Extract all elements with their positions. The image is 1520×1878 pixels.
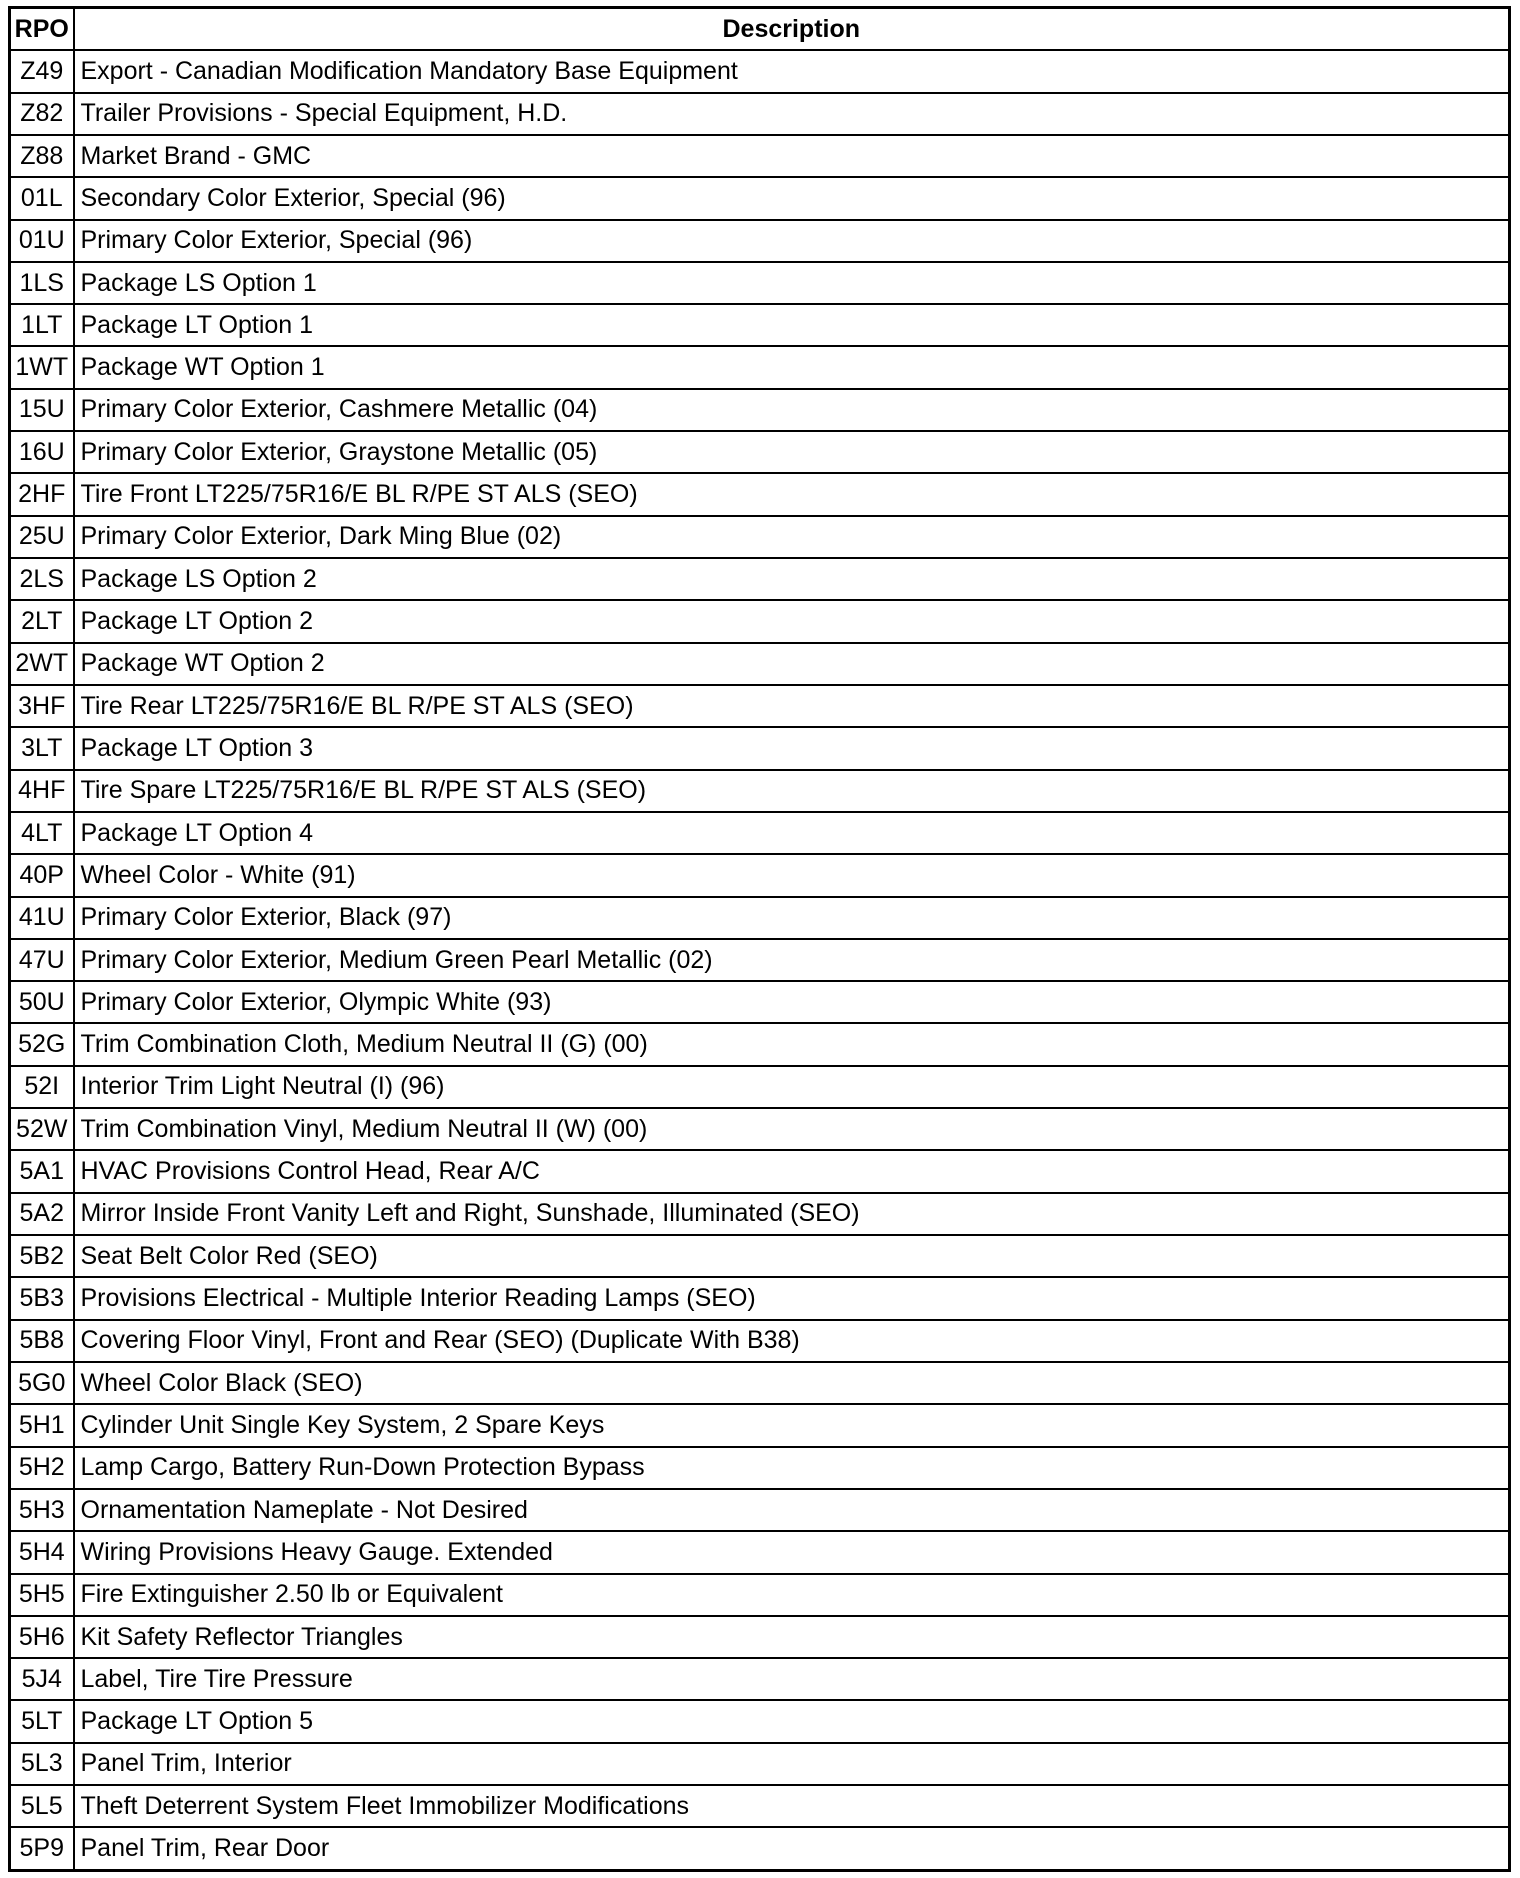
rpo-code: 52G xyxy=(10,1023,74,1065)
table-row xyxy=(10,135,1510,177)
table-row xyxy=(10,473,1510,515)
rpo-description: Primary Color Exterior, Olympic White (93) xyxy=(74,981,1510,1023)
rpo-code: 5H4 xyxy=(10,1531,74,1573)
rpo-code: 1LS xyxy=(10,262,74,304)
rpo-description: Interior Trim Light Neutral (I) (96) xyxy=(74,1066,1510,1108)
rpo-code: 01L xyxy=(10,177,74,219)
table-row xyxy=(10,516,1510,558)
table-row xyxy=(10,1023,1510,1065)
header-rpo: RPO xyxy=(10,8,74,51)
rpo-code: 16U xyxy=(10,431,74,473)
rpo-code: 5A1 xyxy=(10,1150,74,1192)
table-row xyxy=(10,727,1510,769)
rpo-code: 5H3 xyxy=(10,1489,74,1531)
table-row xyxy=(10,1489,1510,1531)
table-row xyxy=(10,1658,1510,1700)
table-row xyxy=(10,1362,1510,1404)
rpo-code: 5B2 xyxy=(10,1235,74,1277)
rpo-description: Package LT Option 2 xyxy=(74,600,1510,642)
rpo-description: Package LT Option 5 xyxy=(74,1700,1510,1742)
rpo-description: Provisions Electrical - Multiple Interior Reading Lamps (SEO) xyxy=(74,1277,1510,1319)
rpo-table xyxy=(8,6,1511,1872)
rpo-code: 47U xyxy=(10,939,74,981)
header-row xyxy=(10,8,1510,51)
rpo-code: 5H2 xyxy=(10,1447,74,1489)
table-header xyxy=(10,8,1510,51)
table-body xyxy=(10,50,1510,1870)
table-row xyxy=(10,389,1510,431)
table-row xyxy=(10,1447,1510,1489)
rpo-description: Lamp Cargo, Battery Run-Down Protection Bypass xyxy=(74,1447,1510,1489)
rpo-code: 5J4 xyxy=(10,1658,74,1700)
rpo-description: Covering Floor Vinyl, Front and Rear (SEO) (Duplicate With B38) xyxy=(74,1320,1510,1362)
rpo-code: Z82 xyxy=(10,93,74,135)
table-row xyxy=(10,600,1510,642)
table-row xyxy=(10,1531,1510,1573)
rpo-code: 52I xyxy=(10,1066,74,1108)
rpo-description: Trailer Provisions - Special Equipment, H.D. xyxy=(74,93,1510,135)
rpo-code: 15U xyxy=(10,389,74,431)
table-row xyxy=(10,93,1510,135)
table-row xyxy=(10,1235,1510,1277)
table-row xyxy=(10,812,1510,854)
rpo-description: Package WT Option 2 xyxy=(74,643,1510,685)
table-row xyxy=(10,643,1510,685)
rpo-description: Package LS Option 2 xyxy=(74,558,1510,600)
rpo-code: 2LT xyxy=(10,600,74,642)
rpo-code: 01U xyxy=(10,220,74,262)
rpo-code: 5B3 xyxy=(10,1277,74,1319)
rpo-description: Wheel Color - White (91) xyxy=(74,854,1510,896)
table-row xyxy=(10,1785,1510,1827)
rpo-description: Tire Front LT225/75R16/E BL R/PE ST ALS (SEO) xyxy=(74,473,1510,515)
rpo-description: Primary Color Exterior, Cashmere Metallic (04) xyxy=(74,389,1510,431)
rpo-description: Label, Tire Tire Pressure xyxy=(74,1658,1510,1700)
rpo-description: HVAC Provisions Control Head, Rear A/C xyxy=(74,1150,1510,1192)
rpo-code: 5L5 xyxy=(10,1785,74,1827)
table-row xyxy=(10,220,1510,262)
rpo-description: Cylinder Unit Single Key System, 2 Spare Keys xyxy=(74,1404,1510,1446)
rpo-code: 2WT xyxy=(10,643,74,685)
table-row xyxy=(10,1066,1510,1108)
rpo-description: Seat Belt Color Red (SEO) xyxy=(74,1235,1510,1277)
rpo-code: 3LT xyxy=(10,727,74,769)
table-row xyxy=(10,558,1510,600)
rpo-description: Tire Rear LT225/75R16/E BL R/PE ST ALS (SEO) xyxy=(74,685,1510,727)
rpo-description: Theft Deterrent System Fleet Immobilizer Modifications xyxy=(74,1785,1510,1827)
rpo-description: Package LT Option 1 xyxy=(74,304,1510,346)
rpo-description: Primary Color Exterior, Black (97) xyxy=(74,897,1510,939)
table-row xyxy=(10,50,1510,92)
table-row xyxy=(10,1700,1510,1742)
rpo-code: 50U xyxy=(10,981,74,1023)
rpo-code: 4HF xyxy=(10,770,74,812)
rpo-code: Z49 xyxy=(10,50,74,92)
rpo-description: Secondary Color Exterior, Special (96) xyxy=(74,177,1510,219)
rpo-code: 2LS xyxy=(10,558,74,600)
rpo-description: Ornamentation Nameplate - Not Desired xyxy=(74,1489,1510,1531)
rpo-description: Fire Extinguisher 2.50 lb or Equivalent xyxy=(74,1574,1510,1616)
rpo-code: 5H5 xyxy=(10,1574,74,1616)
rpo-code: 1LT xyxy=(10,304,74,346)
table-row xyxy=(10,1150,1510,1192)
table-row xyxy=(10,939,1510,981)
table-row xyxy=(10,770,1510,812)
rpo-code: 5G0 xyxy=(10,1362,74,1404)
table-row xyxy=(10,346,1510,388)
table-row xyxy=(10,981,1510,1023)
rpo-code: 2HF xyxy=(10,473,74,515)
table-row xyxy=(10,854,1510,896)
rpo-code: 52W xyxy=(10,1108,74,1150)
rpo-description: Package LT Option 4 xyxy=(74,812,1510,854)
rpo-code: 5A2 xyxy=(10,1193,74,1235)
rpo-code: 5LT xyxy=(10,1700,74,1742)
rpo-description: Package WT Option 1 xyxy=(74,346,1510,388)
table-row xyxy=(10,1320,1510,1362)
rpo-description: Trim Combination Cloth, Medium Neutral II (G) (00) xyxy=(74,1023,1510,1065)
rpo-code: 40P xyxy=(10,854,74,896)
rpo-description: Market Brand - GMC xyxy=(74,135,1510,177)
rpo-code: 41U xyxy=(10,897,74,939)
rpo-code: 5P9 xyxy=(10,1827,74,1870)
rpo-description: Export - Canadian Modification Mandatory Base Equipment xyxy=(74,50,1510,92)
rpo-description: Kit Safety Reflector Triangles xyxy=(74,1616,1510,1658)
rpo-code: 25U xyxy=(10,516,74,558)
rpo-description: Primary Color Exterior, Dark Ming Blue (02) xyxy=(74,516,1510,558)
table-row xyxy=(10,1193,1510,1235)
table-row xyxy=(10,1108,1510,1150)
rpo-code: 3HF xyxy=(10,685,74,727)
table-row xyxy=(10,1574,1510,1616)
table-row xyxy=(10,1616,1510,1658)
table-row xyxy=(10,1404,1510,1446)
table-row xyxy=(10,685,1510,727)
table-row xyxy=(10,304,1510,346)
rpo-description: Trim Combination Vinyl, Medium Neutral II (W) (00) xyxy=(74,1108,1510,1150)
rpo-code: 5B8 xyxy=(10,1320,74,1362)
rpo-code: 1WT xyxy=(10,346,74,388)
table-row xyxy=(10,177,1510,219)
rpo-description: Package LS Option 1 xyxy=(74,262,1510,304)
table-row xyxy=(10,262,1510,304)
rpo-description: Panel Trim, Rear Door xyxy=(74,1827,1510,1870)
rpo-description: Primary Color Exterior, Special (96) xyxy=(74,220,1510,262)
table-row xyxy=(10,1277,1510,1319)
rpo-code: 5H1 xyxy=(10,1404,74,1446)
rpo-code: 5H6 xyxy=(10,1616,74,1658)
rpo-description: Mirror Inside Front Vanity Left and Right, Sunshade, Illuminated (SEO) xyxy=(74,1193,1510,1235)
rpo-description: Primary Color Exterior, Medium Green Pearl Metallic (02) xyxy=(74,939,1510,981)
rpo-description: Wheel Color Black (SEO) xyxy=(74,1362,1510,1404)
table-row xyxy=(10,1743,1510,1785)
rpo-description: Primary Color Exterior, Graystone Metallic (05) xyxy=(74,431,1510,473)
rpo-code: 5L3 xyxy=(10,1743,74,1785)
rpo-description: Wiring Provisions Heavy Gauge. Extended xyxy=(74,1531,1510,1573)
header-description: Description xyxy=(74,8,1510,51)
table-row xyxy=(10,897,1510,939)
rpo-description: Tire Spare LT225/75R16/E BL R/PE ST ALS (SEO) xyxy=(74,770,1510,812)
rpo-code: 4LT xyxy=(10,812,74,854)
table-row xyxy=(10,1827,1510,1870)
rpo-code: Z88 xyxy=(10,135,74,177)
rpo-description: Package LT Option 3 xyxy=(74,727,1510,769)
rpo-description: Panel Trim, Interior xyxy=(74,1743,1510,1785)
table-row xyxy=(10,431,1510,473)
